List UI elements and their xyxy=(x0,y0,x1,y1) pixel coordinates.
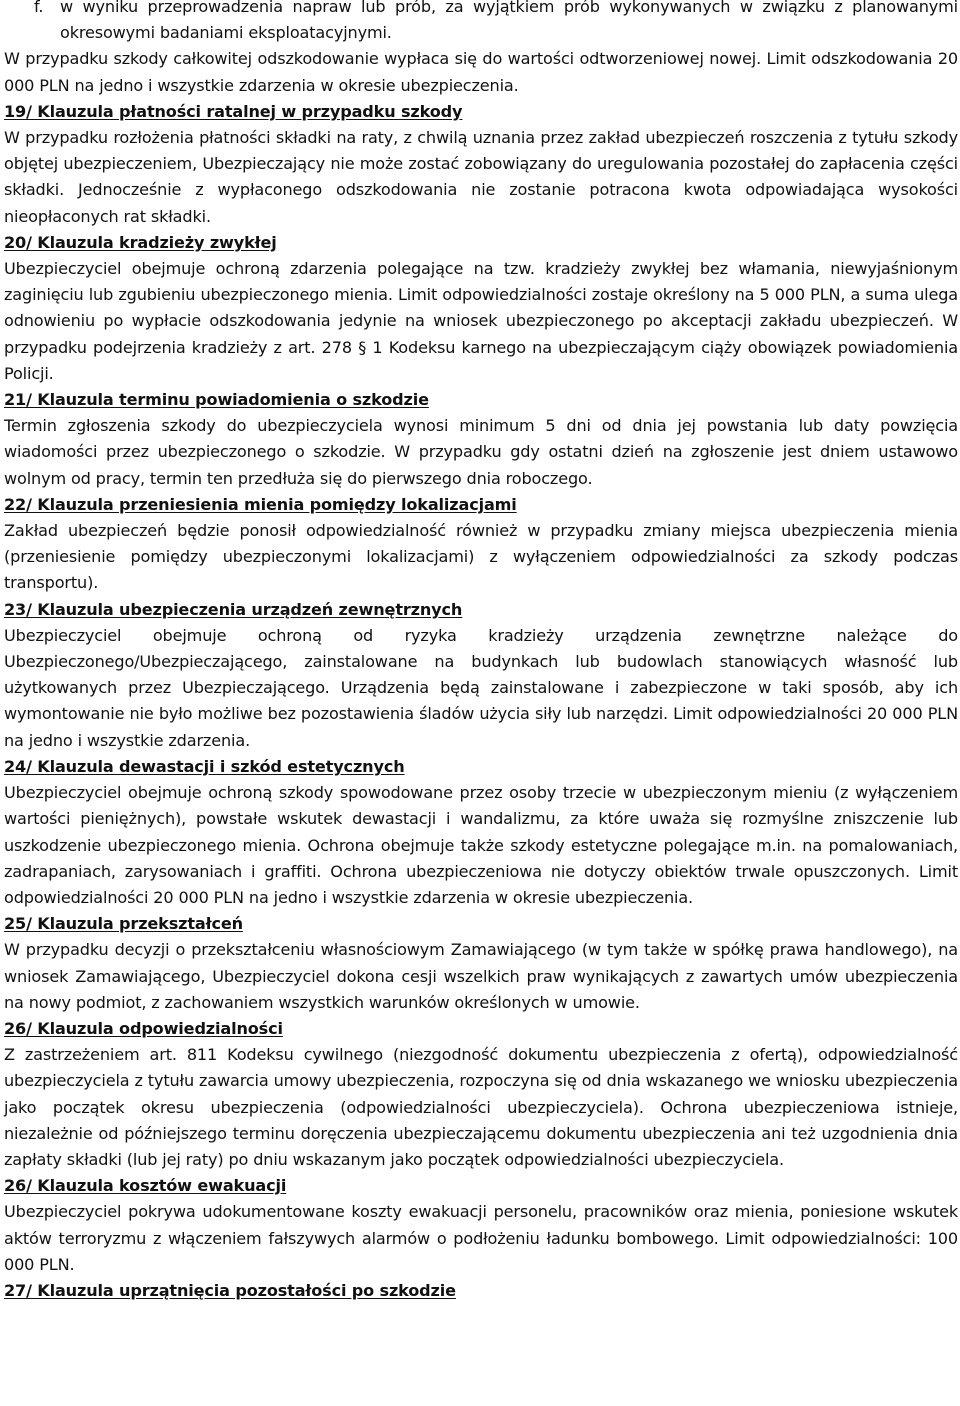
clause-body-26a: Z zastrzeżeniem art. 811 Kodeksu cywilnego (niezgodność dokumentu ubezpieczenia z ofertą), odpowiedzialność ubezpieczyciela z tytułu zawarcia umowy ubezpieczenia, rozpoczyna się od dnia wskazanego we wniosku ubezpieczenia jako początek okresu ubezpieczenia (odpowiedzialności ubezpieczyciela). Ochrona ubezpieczeniowa istnieje, niezależnie od późniejszego terminu doręczenia ubezpieczającemu dokumentu ubezpieczenia ani też uzgodnienia dnia zapłaty składki (lub jej raty) po dniu wskazanym jako początek odpowiedzialności ubezpieczyciela. xyxy=(4,1045,958,1169)
clause-heading-22: 22/ Klauzula przeniesienia mienia pomiędzy lokalizacjami xyxy=(4,494,517,514)
clause-heading-23: 23/ Klauzula ubezpieczenia urządzeń zewnętrznych xyxy=(4,599,463,619)
clause-body-19: W przypadku rozłożenia płatności składki na raty, z chwilą uznania przez zakład ubezpieczeń roszczenia z tytułu szkody objętej ubezpieczeniem, Ubezpieczający nie może zostać zobowiązany do uregulowania pozostałej do zapłacenia części składki. Jednocześnie z wypłaconego odszkodowania nie zostanie potracona kwota odpowiadająca wysokości nieopłaconych rat składki. xyxy=(4,128,958,226)
list-item-text: w wyniku przeprowadzenia napraw lub prób, za wyjątkiem prób wykonywanych w związku z planowanymi okresowymi badaniami eksploatacyjnymi. xyxy=(60,0,958,43)
intro-paragraph: W przypadku szkody całkowitej odszkodowanie wypłaca się do wartości odtworzeniowej nowej. Limit odszkodowania 20 000 PLN na jedno i wszystkie zdarzenia w okresie ubezpieczenia. xyxy=(4,49,958,95)
clause-body-23: Ubezpieczyciel obejmuje ochroną od ryzyka kradzieży urządzenia zewnętrzne należące do Ubezpieczonego/Ubezpieczającego, zainstalowane na budynkach lub budowlach stanowiących własność lub użytkowanych przez Ubezpieczającego. Urządzenia będą zainstalowane i zabezpieczone w taki sposób, aby ich wymontowanie nie było możliwe bez pozostawienia śladów użycia siły lub narzędzi. Limit odpowiedzialności 20 000 PLN na jedno i wszystkie zdarzenia. xyxy=(4,625,958,750)
clause-heading-26a: 26/ Klauzula odpowiedzialności xyxy=(4,1018,283,1038)
clause-heading-19: 19/ Klauzula płatności ratalnej w przypadku szkody xyxy=(4,101,463,121)
clause-body-22: Zakład ubezpieczeń będzie ponosił odpowiedzialność również w przypadku zmiany miejsca ubezpieczenia mienia (przeniesienie pomiędzy ubezpieczonymi lokalizacjami) z wyłączeniem odpowiedzialności za szkody podczas transportu). xyxy=(4,521,958,593)
clause-heading-24: 24/ Klauzula dewastacji i szkód estetycznych xyxy=(4,756,405,776)
clause-body-21: Termin zgłoszenia szkody do ubezpieczyciela wynosi minimum 5 dni od dnia jej powstania lub daty powzięcia wiadomości przez ubezpieczonego o szkodzie. W przypadku gdy ostatni dzień na zgłoszenie jest dniem ustawowo wolnym od pracy, termin ten przedłuża się do pierwszego dnia roboczego. xyxy=(4,416,958,488)
clause-body-25: W przypadku decyzji o przekształceniu własnościowym Zamawiającego (w tym także w spółkę prawa handlowego), na wniosek Zamawiającego, Ubezpieczyciel dokona cesji wszelkich praw wynikających z zawartych umów ubezpieczenia na nowy podmiot, z zachowaniem wszystkich warunków określonych w umowie. xyxy=(4,940,958,1012)
clause-heading-25: 25/ Klauzula przekształceń xyxy=(4,914,243,934)
clause-heading-21: 21/ Klauzula terminu powiadomienia o szkodzie xyxy=(4,390,429,410)
clause-body-26b: Ubezpieczyciel pokrywa udokumentowane koszty ewakuacji personelu, pracowników oraz mienia, poniesione wskutek aktów terroryzmu z włączeniem fałszywych alarmów o podłożeniu ładunku bombowego. Limit odpowiedzialności: 100 000 PLN. xyxy=(4,1202,958,1274)
clause-heading-26b: 26/ Klauzula kosztów ewakuacji xyxy=(4,1176,287,1196)
clause-body-24: Ubezpieczyciel obejmuje ochroną szkody spowodowane przez osoby trzecie w ubezpieczonym mieniu (z wyłączeniem wartości pieniężnych), powstałe wskutek dewastacji i wandalizmu, za które uważa się rozmyślne zniszczenie lub uszkodzenie ubezpieczonego mienia. Ochrona obejmuje także szkody estetyczne polegające m.in. na pomalowaniach, zadrapaniach, zarysowaniach i graffiti. Ochrona ubezpieczeniowa nie dotyczy obiektów trwale opuszczonych. Limit odpowiedzialności 20 000 PLN na jedno i wszystkie zdarzenia w okresie ubezpieczenia. xyxy=(4,783,958,907)
clause-heading-27: 27/ Klauzula uprzątnięcia pozostałości po szkodzie xyxy=(4,1280,456,1300)
clause-body-20: Ubezpieczyciel obejmuje ochroną zdarzenia polegające na tzw. kradzieży zwykłej bez włamania, niewyjaśnionym zaginięciu lub zgubieniu ubezpieczonego mienia. Limit odpowiedzialności zostaje określony na 5 000 PLN, a suma ulega odnowieniu po wypłacie odszkodowania jedynie na wniosek ubezpieczonego po akceptacji zakładu ubezpieczeń. W przypadku podejrzenia kradzieży z art. 278 § 1 Kodeksu karnego na ubezpieczającym ciąży obowiązek powiadomienia Policji. xyxy=(4,259,958,383)
list-item xyxy=(4,0,958,46)
list-item-marker: f. xyxy=(34,0,44,16)
clause-heading-20: 20/ Klauzula kradzieży zwykłej xyxy=(4,232,277,252)
